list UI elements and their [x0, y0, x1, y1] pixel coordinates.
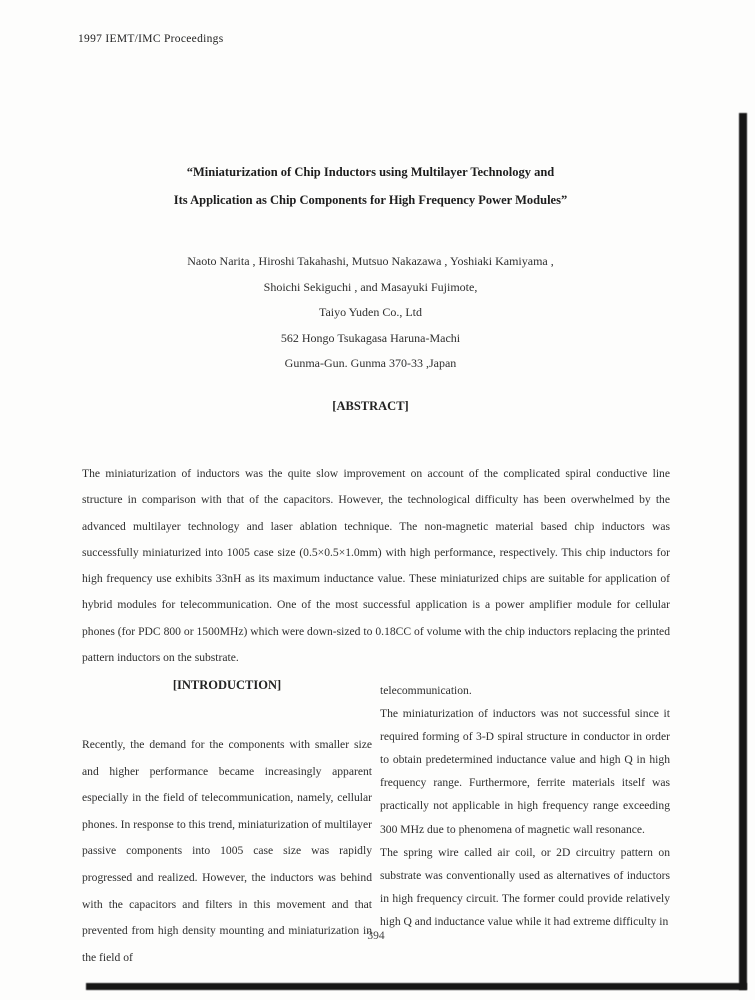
scan-edge-shadow-bottom — [86, 983, 747, 990]
abstract-body: The miniaturization of inductors was the quite slow improvement on account of the complicated spiral conductive line structure in comparison with that of the capacitors. However, the technological difficulty has been overwhelmed by the advanced multilayer technology and laser ablation technique. The non-magnetic material based chip inductors was successfully miniaturized into 1005 case size (0.5×0.5×1.0mm) with high performance, respectively. This chip inductors for high frequency use exhibits 33nH as its maximum inductance value. These miniaturized chips are suitable for application of hybrid modules for telecommunication. One of the most successful application is a power amplifier module for cellular phones (for PDC 800 or 1500MHz) which were down-sized to 0.18CC of volume with the chip inductors replacing the printed pattern inductors on the substrate. — [82, 467, 670, 665]
proceedings-header: 1997 IEMT/IMC Proceedings — [78, 33, 224, 45]
authors-block — [0, 249, 741, 377]
right-paragraph-1: The miniaturization of inductors was not successful since it required forming of 3-D spiral structure in conductor in order to obtain predetermined inductance value and high Q in high frequency range. Furthermore, ferrite materials itself was practically not applicable in high frequency range exceeding 300 MHz due to phenomena of magnetic wall resonance. — [380, 707, 670, 836]
authors-line2: Shoichi Sekiguchi , and Masayuki Fujimote, — [263, 279, 478, 294]
introduction-heading: [INTRODUCTION] — [172, 678, 282, 692]
authors-line1: Naoto Narita , Hiroshi Takahashi, Mutsuo Nakazawa , Yoshiaki Kamiyama , — [187, 254, 554, 268]
right-paragraph-continuation: telecommunication. — [380, 684, 472, 697]
abstract-heading: [ABSTRACT] — [332, 399, 409, 413]
right-column — [380, 679, 670, 933]
address-line1: 562 Hongo Tsukagasa Haruna-Machi — [280, 330, 461, 345]
scan-edge-shadow-right — [739, 113, 747, 990]
affiliation: Taiyo Yuden Co., Ltd — [318, 305, 423, 319]
paper-title — [0, 158, 741, 214]
right-paragraph-2: The spring wire called air coil, or 2D circuitry pattern on substrate was conventionally used as alternatives of inductors in high frequency circuit. The former could provide relatively high Q and inductance value while it had extreme difficulty in — [380, 845, 670, 928]
paper-title-line1: “Miniaturization of Chip Inductors using Multilayer Technology and — [186, 165, 555, 179]
page-number: 394 — [367, 930, 385, 942]
address-line2: Gunma-Gun. Gunma 370-33 ,Japan — [284, 356, 457, 370]
paper-title-line2: Its Application as Chip Components for High Frequency Power Modules” — [173, 193, 568, 207]
introduction-left-paragraph: Recently, the demand for the components with smaller size and higher performance became increasingly apparent especially in the field of telecommunication, namely, cellular phones. In response to this trend, miniaturization of multilayer passive components into 1005 case size was rapidly progressed and realized. However, the inductors was behind with the capacitors and filters in this movement and that prevented from high density mounting and miniaturization in the field of — [82, 738, 372, 964]
